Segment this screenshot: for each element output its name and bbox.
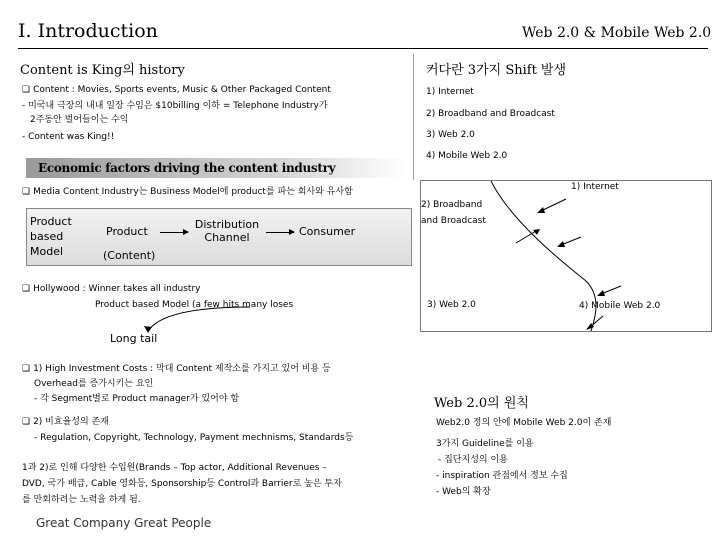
flow-content: (Content) — [103, 249, 156, 262]
market-line-2: 2주동안 벌어들이는 수익 — [30, 115, 129, 125]
left-section-title: Content is King의 history — [20, 63, 185, 78]
flow-model-label-line: based — [30, 230, 64, 243]
media-line: ❏ Media Content Industry는 Business Model에 product를 파는 회사와 유사함 — [22, 186, 353, 198]
cost-line-3: - 각 Segment별로 Product manager가 있어야 함 — [34, 394, 240, 404]
diagram-web20: 3) Web 2.0 — [427, 300, 476, 310]
guideline-title: 3가지 Guideline를 이용 — [436, 439, 534, 449]
diagram-mobile: 4) Mobile Web 2.0 — [579, 301, 661, 311]
market-line-1: - 미국내 극장의 내내 일장 수임은 $10billing 이하 = Telephone Industry가 — [22, 101, 328, 111]
diagram-internet: 1) Internet — [571, 182, 619, 192]
pbm-line: Product based Model (a few hits many loses — [95, 300, 294, 310]
diagram-broadband-2: and Broadcast — [421, 216, 486, 226]
king-line: - Content was King!! — [22, 132, 115, 142]
flow-model-label-line: Product — [30, 215, 72, 228]
guideline-item-3: - Web의 확장 — [436, 487, 491, 497]
footer-slogan: Great Company Great People — [36, 516, 212, 530]
shift-item-4: 4) Mobile Web 2.0 — [426, 151, 508, 161]
shift-item-2: 2) Broadband and Broadcast — [426, 109, 555, 119]
page-title: I. Introduction — [18, 20, 158, 42]
flow-arrow-1 — [160, 232, 188, 233]
flow-distribution — [191, 218, 263, 244]
efficiency-line: ❏ 2) 비효율성의 존재 — [22, 416, 109, 428]
flow-arrow-2 — [266, 232, 294, 233]
flow-product: Product — [106, 225, 148, 238]
summary-line-2: DVD, 국가 배급, Cable 영화등, Sponsorship등 Control과 Barrier로 높은 투자 — [22, 479, 342, 489]
principle-line: Web2.0 정의 안에 Mobile Web 2.0이 존재 — [436, 418, 612, 428]
summary-line-1: 1과 2)로 인해 다양한 수입원(Brands – Top actor, Additional Revenues – — [22, 463, 327, 473]
principle-title: Web 2.0의 원칙 — [434, 396, 529, 411]
guideline-item-2: - inspiration 관점에서 정보 수집 — [436, 471, 568, 481]
flow-model-label-line: Model — [30, 245, 64, 258]
header-right-title: Web 2.0 & Mobile Web 2.0 — [522, 25, 712, 41]
banner-text: Economic factors driving the content industry — [38, 161, 336, 175]
column-divider — [413, 54, 414, 180]
content-line: ❏ Content : Movies, Sports events, Music & Other Packaged Content — [22, 84, 331, 96]
shift-item-1: 1) Internet — [426, 87, 474, 97]
long-tail-label: Long tail — [110, 332, 158, 345]
guideline-item-1: - 집단지성의 이용 — [438, 455, 508, 465]
diagram-broadband-1: 2) Broadband — [421, 200, 483, 210]
flow-consumer: Consumer — [299, 225, 356, 238]
cost-line-2: Overhead를 증가시키는 요인 — [34, 379, 154, 389]
header-divider — [18, 48, 708, 49]
flow-model-label — [30, 214, 72, 259]
cost-line-1: ❏ 1) High Investment Costs : 막대 Content 제작소를 가지고 있어 비용 등 — [22, 363, 331, 375]
flow-distribution-line: Channel — [204, 231, 250, 244]
hollywood-line: ❏ Hollywood : Winner takes all industry — [22, 283, 201, 295]
long-tail-connector — [140, 305, 260, 335]
summary-line-3: 를 만회하려는 노력을 하게 됨. — [22, 495, 141, 505]
flow-distribution-line: Distribution — [194, 218, 260, 231]
shift-diagram — [420, 180, 712, 332]
shift-item-3: 3) Web 2.0 — [426, 130, 475, 140]
efficiency-detail: - Regulation, Copyright, Technology, Payment mechnisms, Standards등 — [34, 433, 354, 443]
right-section-title: 커다란 3가지 Shift 발생 — [426, 63, 567, 78]
